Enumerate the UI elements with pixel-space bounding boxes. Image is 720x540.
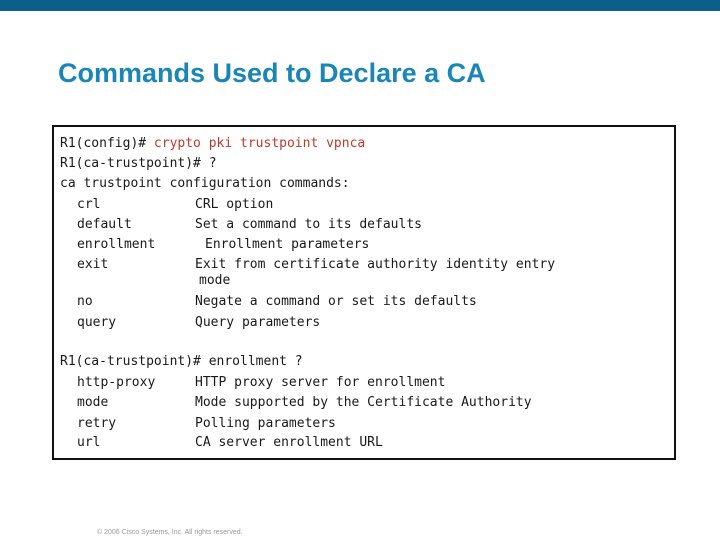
help-cmd: mode [77, 395, 109, 410]
help-cmd: enrollment [77, 237, 156, 252]
slide-title: Commands Used to Declare a CA [58, 58, 486, 88]
terminal-line-help-prompt: R1(ca-trustpoint)# ? [60, 156, 217, 171]
help-desc: CA server enrollment URL [195, 435, 383, 450]
help-desc: Enrollment parameters [205, 237, 370, 252]
help-cmd: no [77, 294, 93, 309]
help-cmd: url [77, 435, 101, 450]
help-desc: CRL option [195, 197, 274, 212]
crypto-command: crypto pki trustpoint vpnca [153, 136, 366, 151]
help-cmd: default [77, 217, 132, 232]
help-desc: Exit from certificate authority identity entry [195, 257, 556, 272]
help-desc-continued: mode [199, 273, 231, 288]
help-desc: Polling parameters [195, 416, 336, 431]
prompt-config: R1(config)# [60, 136, 154, 151]
copyright-footer: © 2006 Cisco Systems, Inc. All rights reserved. [97, 529, 243, 536]
help-desc: HTTP proxy server for enrollment [195, 375, 446, 390]
help-cmd: retry [77, 416, 117, 431]
help-cmd: crl [77, 197, 101, 212]
help-desc: Set a command to its defaults [195, 217, 422, 232]
top-banner-bar [0, 0, 720, 11]
terminal-line-header: ca trustpoint configuration commands: [60, 176, 350, 191]
help-cmd: exit [77, 257, 109, 272]
help-desc: Query parameters [195, 315, 321, 330]
terminal-line-enrollment: R1(ca-trustpoint)# enrollment ? [60, 354, 303, 369]
terminal-line-crypto [60, 136, 365, 152]
terminal-output-box [52, 125, 676, 460]
help-desc: Mode supported by the Certificate Authority [195, 395, 532, 410]
help-cmd: http-proxy [77, 375, 156, 390]
help-cmd: query [77, 315, 117, 330]
help-desc: Negate a command or set its defaults [195, 294, 477, 309]
